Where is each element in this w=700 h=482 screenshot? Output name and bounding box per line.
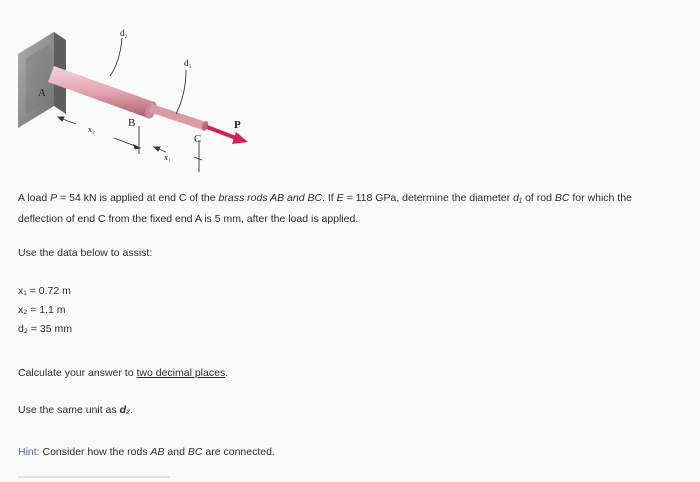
problem-statement [18,188,678,230]
rod-figure [14,14,254,174]
problem-brass: brass rods AB and BC [218,192,323,204]
load-arrow-icon [207,127,248,144]
d2-leader [110,38,122,76]
problem-part5: of rod [522,192,555,204]
d1-leader [176,70,186,114]
problem-p-symbol: P [50,192,58,204]
data-x2: x₂ = 1.1 m [18,304,66,316]
problem-part4: = 118 GPa, determine the diameter [343,192,514,204]
hint-label: Hint: [18,446,40,458]
label-d2: d₂ [120,28,128,38]
hint [18,446,275,459]
calc-instruction [18,367,228,380]
problem-rod-bc: BC [554,192,570,204]
assist-text: Use the data below to assist: [18,247,153,259]
hint-bc: BC [187,446,203,458]
unit-prefix: Use the same unit as [18,404,120,416]
rod-bc [149,104,210,132]
calc-suffix: . [225,367,229,379]
label-b: B [128,117,136,129]
hint-text1: Consider how the rods [39,446,151,458]
problem-part1: A load [18,192,51,204]
given-data [18,285,72,342]
problem-d1-symbol: d₁ [513,192,523,204]
two-decimal-places-link[interactable]: two decimal places [136,367,226,379]
label-a: A [38,87,46,99]
hint-ab: AB [150,446,165,458]
label-d1: d₁ [184,58,192,68]
answer-field-edge[interactable] [18,476,170,478]
label-p: P [234,119,241,131]
problem-part6: for which the deflection of end C from the fixed end A is 5 mm, after the load is applied. [18,192,632,225]
data-d2: d₂ = 35 mm [18,323,72,335]
problem-e-symbol: E [336,192,344,204]
unit-instruction [18,404,133,417]
calc-prefix: Calculate your answer to [18,367,137,379]
unit-suffix: . [129,404,133,416]
label-c: C [194,133,202,145]
data-x1: x₁ = 0.72 m [18,285,71,297]
problem-part3: . If [322,192,337,204]
label-x2: x₂ [88,125,95,134]
unit-symbol: d₂ [119,404,130,416]
problem-part2: = 54 kN is applied at end C of the [57,192,219,204]
hint-text3: are connected. [202,446,275,458]
hint-text2: and [164,446,188,458]
label-x1: x₁ [164,153,171,162]
